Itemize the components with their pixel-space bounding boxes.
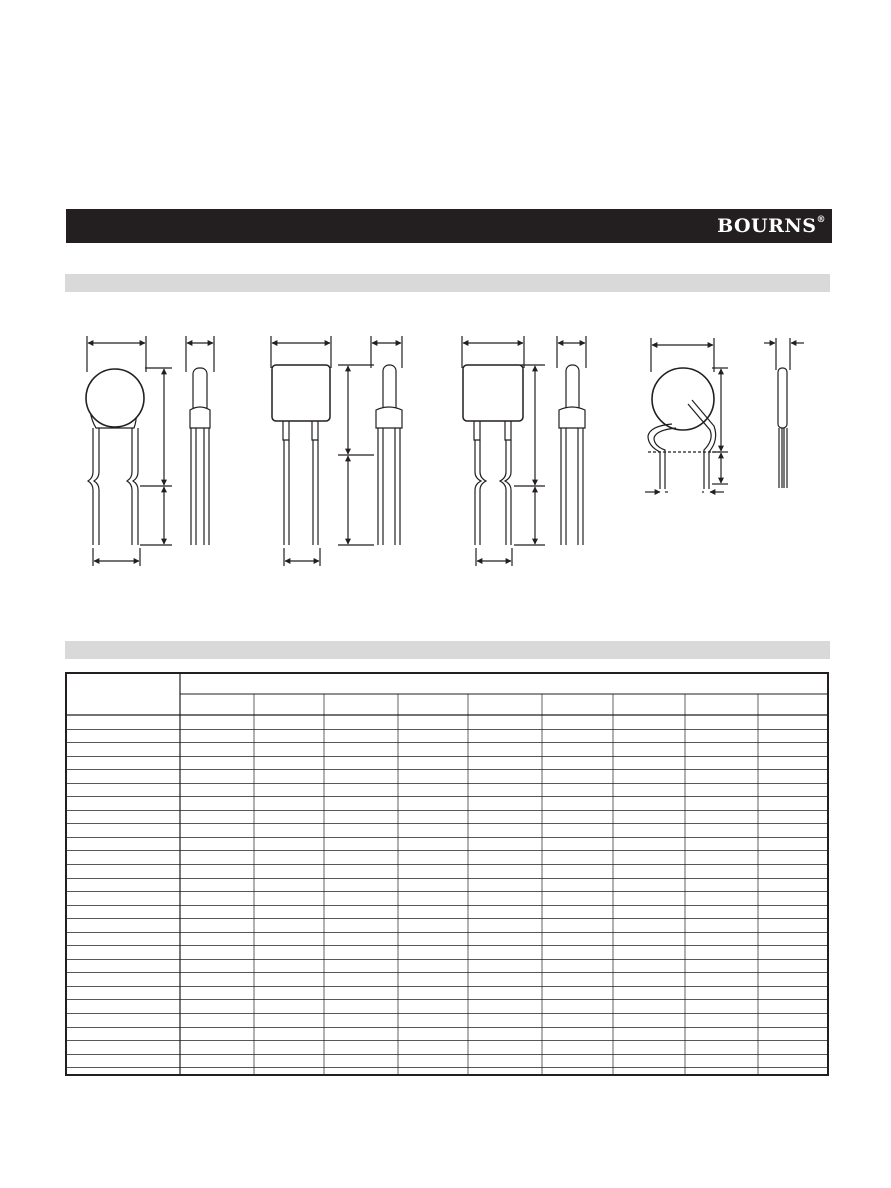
drawing-4-front-view bbox=[645, 338, 728, 492]
drawing-3-front-view bbox=[462, 336, 545, 566]
section-band-dimensions bbox=[65, 274, 830, 292]
header-bar bbox=[66, 209, 832, 243]
section-band-specifications bbox=[65, 641, 830, 659]
dimension-drawings bbox=[0, 300, 891, 630]
drawing-1-front-view bbox=[86, 336, 172, 566]
drawing-4-side-view bbox=[764, 338, 804, 488]
drawing-2-side-view bbox=[338, 336, 402, 545]
drawing-2-front-view bbox=[271, 336, 331, 566]
drawing-1-side-view bbox=[186, 336, 214, 545]
drawing-3-side-view bbox=[557, 336, 586, 545]
registered-mark: ® bbox=[816, 215, 826, 225]
logo-text: BOURNS bbox=[717, 215, 817, 237]
specifications-table bbox=[65, 672, 829, 1076]
table-grid bbox=[67, 674, 827, 1074]
bourns-logo bbox=[717, 216, 826, 236]
